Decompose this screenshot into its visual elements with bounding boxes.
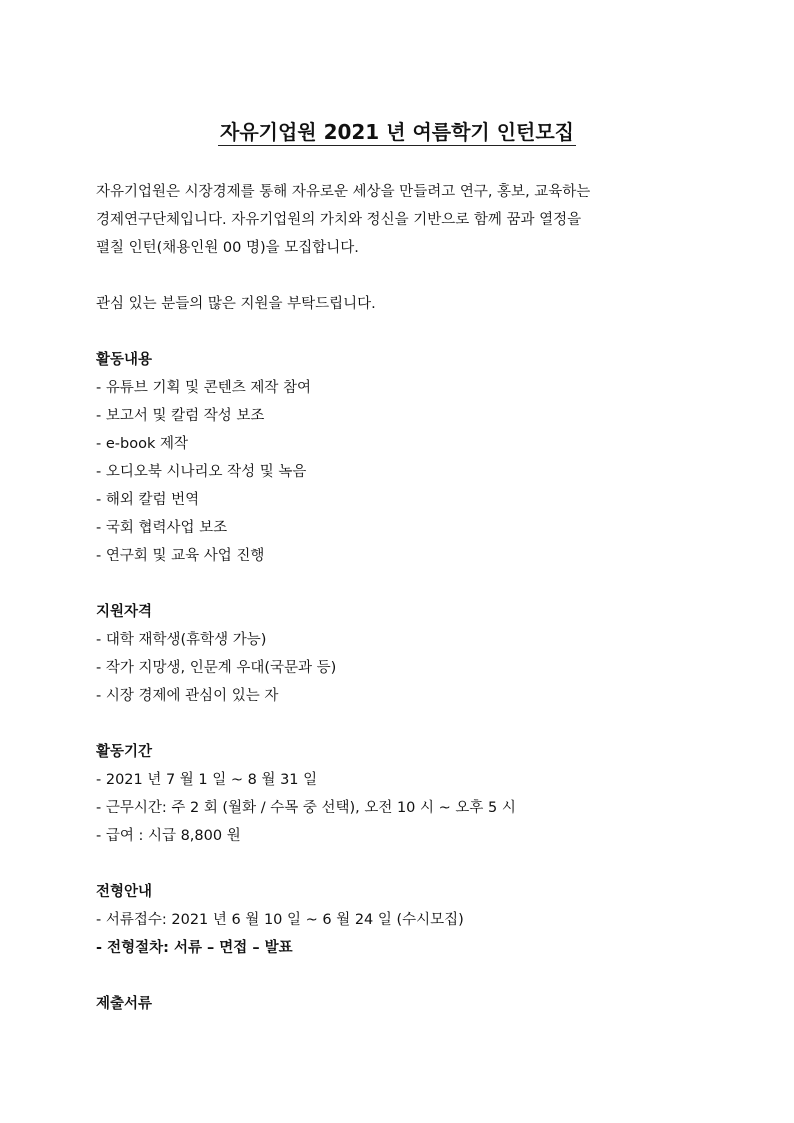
section-heading-selection: 전형안내 bbox=[96, 884, 153, 900]
section-heading-documents: 제출서류 bbox=[96, 996, 153, 1012]
list-item: - 해외 칼럼 번역 bbox=[96, 492, 200, 508]
intro-paragraph bbox=[96, 178, 696, 262]
list-item: - 2021 년 7 월 1 일 ~ 8 월 31 일 bbox=[96, 772, 318, 788]
list-item: - 근무시간: 주 2 회 (월화 / 수목 중 선택), 오전 10 시 ~ 오후 5 시 bbox=[96, 800, 516, 816]
intro-line: 자유기업원은 시장경제를 통해 자유로운 세상을 만들려고 연구, 홍보, 교육하는 bbox=[96, 184, 591, 200]
list-item: - 시장 경제에 관심이 있는 자 bbox=[96, 688, 279, 704]
intro-line: 경제연구단체입니다. 자유기업원의 가치와 정신을 기반으로 함께 꿈과 열정을 bbox=[96, 212, 582, 228]
list-item: - 전형절차: 서류 – 면접 – 발표 bbox=[96, 940, 293, 956]
list-item: - 작가 지망생, 인문계 우대(국문과 등) bbox=[96, 660, 337, 676]
section-heading-activities: 활동내용 bbox=[96, 352, 153, 368]
list-item: - 급여 : 시급 8,800 원 bbox=[96, 828, 241, 844]
document-title: 자유기업원 2021 년 여름학기 인턴모집 bbox=[220, 120, 574, 144]
section-heading-period: 활동기간 bbox=[96, 744, 153, 760]
list-item: - 유튜브 기획 및 콘텐츠 제작 참여 bbox=[96, 380, 311, 396]
invite-text: 관심 있는 분들의 많은 지원을 부탁드립니다. bbox=[96, 296, 376, 312]
list-item: - 보고서 및 칼럼 작성 보조 bbox=[96, 408, 265, 424]
list-item: - 오디오북 시나리오 작성 및 녹음 bbox=[96, 464, 307, 480]
list-item: - 국회 협력사업 보조 bbox=[96, 520, 228, 536]
section-heading-qualifications: 지원자격 bbox=[96, 604, 153, 620]
document-body bbox=[96, 178, 696, 1018]
list-item: - 서류접수: 2021 년 6 월 10 일 ~ 6 월 24 일 (수시모집) bbox=[96, 912, 464, 928]
list-item: - 대학 재학생(휴학생 가능) bbox=[96, 632, 267, 648]
document-title-wrap bbox=[0, 118, 794, 146]
intro-line: 펼칠 인턴(채용인원 00 명)을 모집합니다. bbox=[96, 240, 359, 256]
list-item: - 연구회 및 교육 사업 진행 bbox=[96, 548, 265, 564]
list-item: - e-book 제작 bbox=[96, 436, 188, 452]
